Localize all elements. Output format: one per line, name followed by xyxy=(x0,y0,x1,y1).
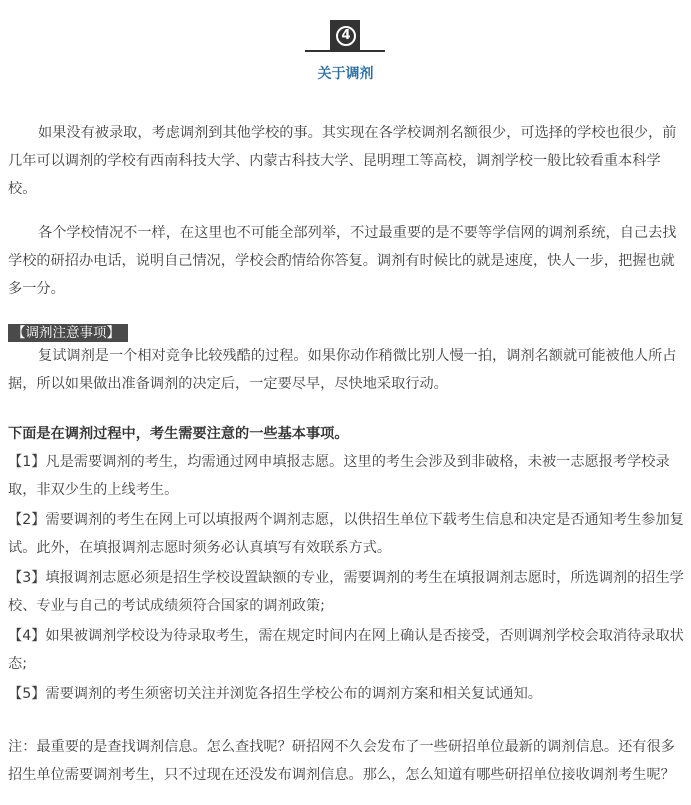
list-item-3: 【3】填报调剂志愿必须是招生学校设置缺额的专业，需要调剂的考生在填报调剂志愿时，所选调剂的招生学校、专业与自己的考试成绩须符合国家的调剂政策; xyxy=(8,570,684,614)
list-item-2: 【2】需要调剂的考生在网上可以填报两个调剂志愿，以供招生单位下载考生信息和决定是否通知考生参加复试。此外，在填报调剂志愿时须务必认真填写有效联系方式。 xyxy=(8,512,684,556)
header-divider xyxy=(305,50,385,52)
list-item-4: 【4】如果被调剂学校设为待录取考生，需在规定时间内在网上确认是否接受，否则调剂学校会取消待录取状态; xyxy=(8,628,684,672)
paragraph-1: 如果没有被录取，考虑调剂到其他学校的事。其实现在各学校调剂名额很少，可选择的学校也很少，前几年可以调剂的学校有西南科技大学、内蒙古科技大学、昆明理工等高校，调剂学校一般比较看重本科学校。 xyxy=(8,125,677,197)
paragraph-3: 复试调剂是一个相对竞争比较残酷的过程。如果你动作稍微比别人慢一拍，调剂名额就可能被他人所占据，所以如果做出准备调剂的决定后，一定要尽早，尽快地采取行动。 xyxy=(8,348,677,392)
list-item-1: 【1】凡是需要调剂的考生，均需通过网申填报志愿。这里的考生会涉及到非破格，未被一志愿报考学校录取，非双少生的上线考生。 xyxy=(8,454,670,498)
list-item-5: 【5】需要调剂的考生须密切关注并浏览各招生学校公布的调剂方案和相关复试通知。 xyxy=(8,686,542,702)
section-tag: 【调剂注意事项】 xyxy=(8,324,128,342)
list-intro: 下面是在调剂过程中，考生需要注意的一些基本事项。 xyxy=(8,426,349,442)
section-number-badge xyxy=(330,20,360,50)
section-title: 关于调剂 xyxy=(317,66,374,82)
paragraph-2: 各个学校情况不一样，在这里也不可能全部列举，不过最重要的是不要等学信网的调剂系统，自己去找学校的研招办电话，说明自己情况，学校会酌情给你答复。调剂有时候比的就是速度，快人一步，把握也就多一分。 xyxy=(8,225,677,297)
section-number: 4 xyxy=(336,26,356,46)
section-header xyxy=(0,0,691,90)
note-paragraph: 注：最重要的是查找调剂信息。怎么查找呢？研招网不久会发布了一些研招单位最新的调剂信息。还有很多招生单位需要调剂考生，只不过现在还没发布调剂信息。那么，怎么知道有哪些研招单位接收调剂考生呢？ xyxy=(8,739,675,783)
